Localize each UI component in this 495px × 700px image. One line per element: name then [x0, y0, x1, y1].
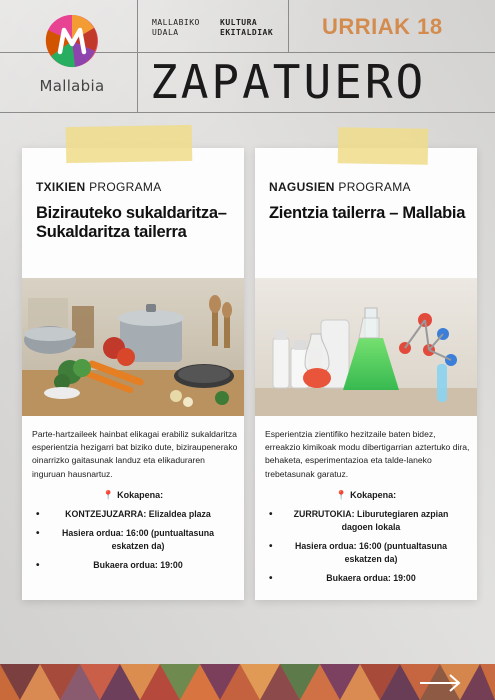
details-list	[255, 505, 477, 588]
logo-text: Mallabia	[39, 77, 105, 95]
organizer-line: UDALA	[152, 28, 179, 37]
program-card-adults	[255, 148, 477, 600]
tape-decoration	[66, 125, 193, 163]
category	[220, 18, 273, 38]
workshop-description: Parte-hartzaileek hainbat elikagai erabiliz sukaldaritza esperientzia hezigarri bat biziko dute, biziraupenerako oinarrizko gaitasunak landuz eta elikaduraren inguruan hausnartuz.	[32, 429, 238, 479]
organizer	[152, 18, 200, 38]
logo	[18, 14, 126, 102]
science-photo	[255, 278, 477, 416]
tape-decoration	[338, 127, 429, 165]
detail-item: • ZURRUTOKIA: Liburutegiaren azpian dagoen lokala	[255, 505, 477, 537]
header-divider	[137, 0, 138, 112]
cooking-photo	[22, 278, 244, 416]
program-card-kids	[22, 148, 244, 600]
program-suffix: PROGRAMA	[334, 180, 411, 194]
detail-item: • Bukaera ordua: 19:00	[22, 556, 244, 575]
event-date: URRIAK 18	[322, 14, 443, 39]
header-divider	[288, 0, 289, 52]
event-day: ZAPATUERO	[150, 55, 427, 109]
location-header	[255, 490, 477, 501]
detail-item: • Hasiera ordua: 16:00 (puntualtasuna eskatzen da)	[22, 524, 244, 556]
organizer-line: MALLABIKO	[152, 18, 200, 27]
detail-item: • KONTZEJUZARRA: Elizaldea plaza	[22, 505, 244, 524]
category-line: EKITALDIAK	[220, 28, 274, 37]
workshop-title: Bizirauteko sukaldaritza– Sukaldaritza tailerra	[36, 204, 227, 241]
program-label	[36, 180, 162, 194]
location-label: Kokapena:	[117, 490, 164, 500]
program-highlight: NAGUSIEN	[269, 180, 335, 194]
program-suffix: PROGRAMA	[85, 180, 162, 194]
science-illustration	[255, 278, 477, 416]
location-header	[22, 490, 244, 501]
category-line: KULTURA	[220, 18, 258, 27]
detail-item: • Bukaera ordua: 19:00	[255, 569, 477, 588]
arrow-right-icon[interactable]	[418, 672, 462, 694]
detail-item: • Hasiera ordua: 16:00 (puntualtasuna eskatzen da)	[255, 537, 477, 569]
mallabia-logo-icon	[45, 14, 99, 68]
header-divider	[0, 112, 495, 113]
workshop-title: Zientzia tailerra – Mallabia	[269, 204, 466, 222]
pin-icon: 📍	[102, 490, 115, 500]
location-label: Kokapena:	[350, 490, 397, 500]
program-highlight: TXIKIEN	[36, 180, 86, 194]
cooking-illustration	[22, 278, 244, 416]
workshop-description: Esperientzia zientifiko hezitzaile baten bidez, erreakzio kimikoak modu dibertigarrian aztertuko dira, behaketa, esperimentazioa eta talde-laneko trebetasunak garatuz.	[265, 429, 470, 479]
program-label	[269, 180, 411, 194]
details-list	[22, 505, 244, 575]
pin-icon: 📍	[335, 490, 348, 500]
